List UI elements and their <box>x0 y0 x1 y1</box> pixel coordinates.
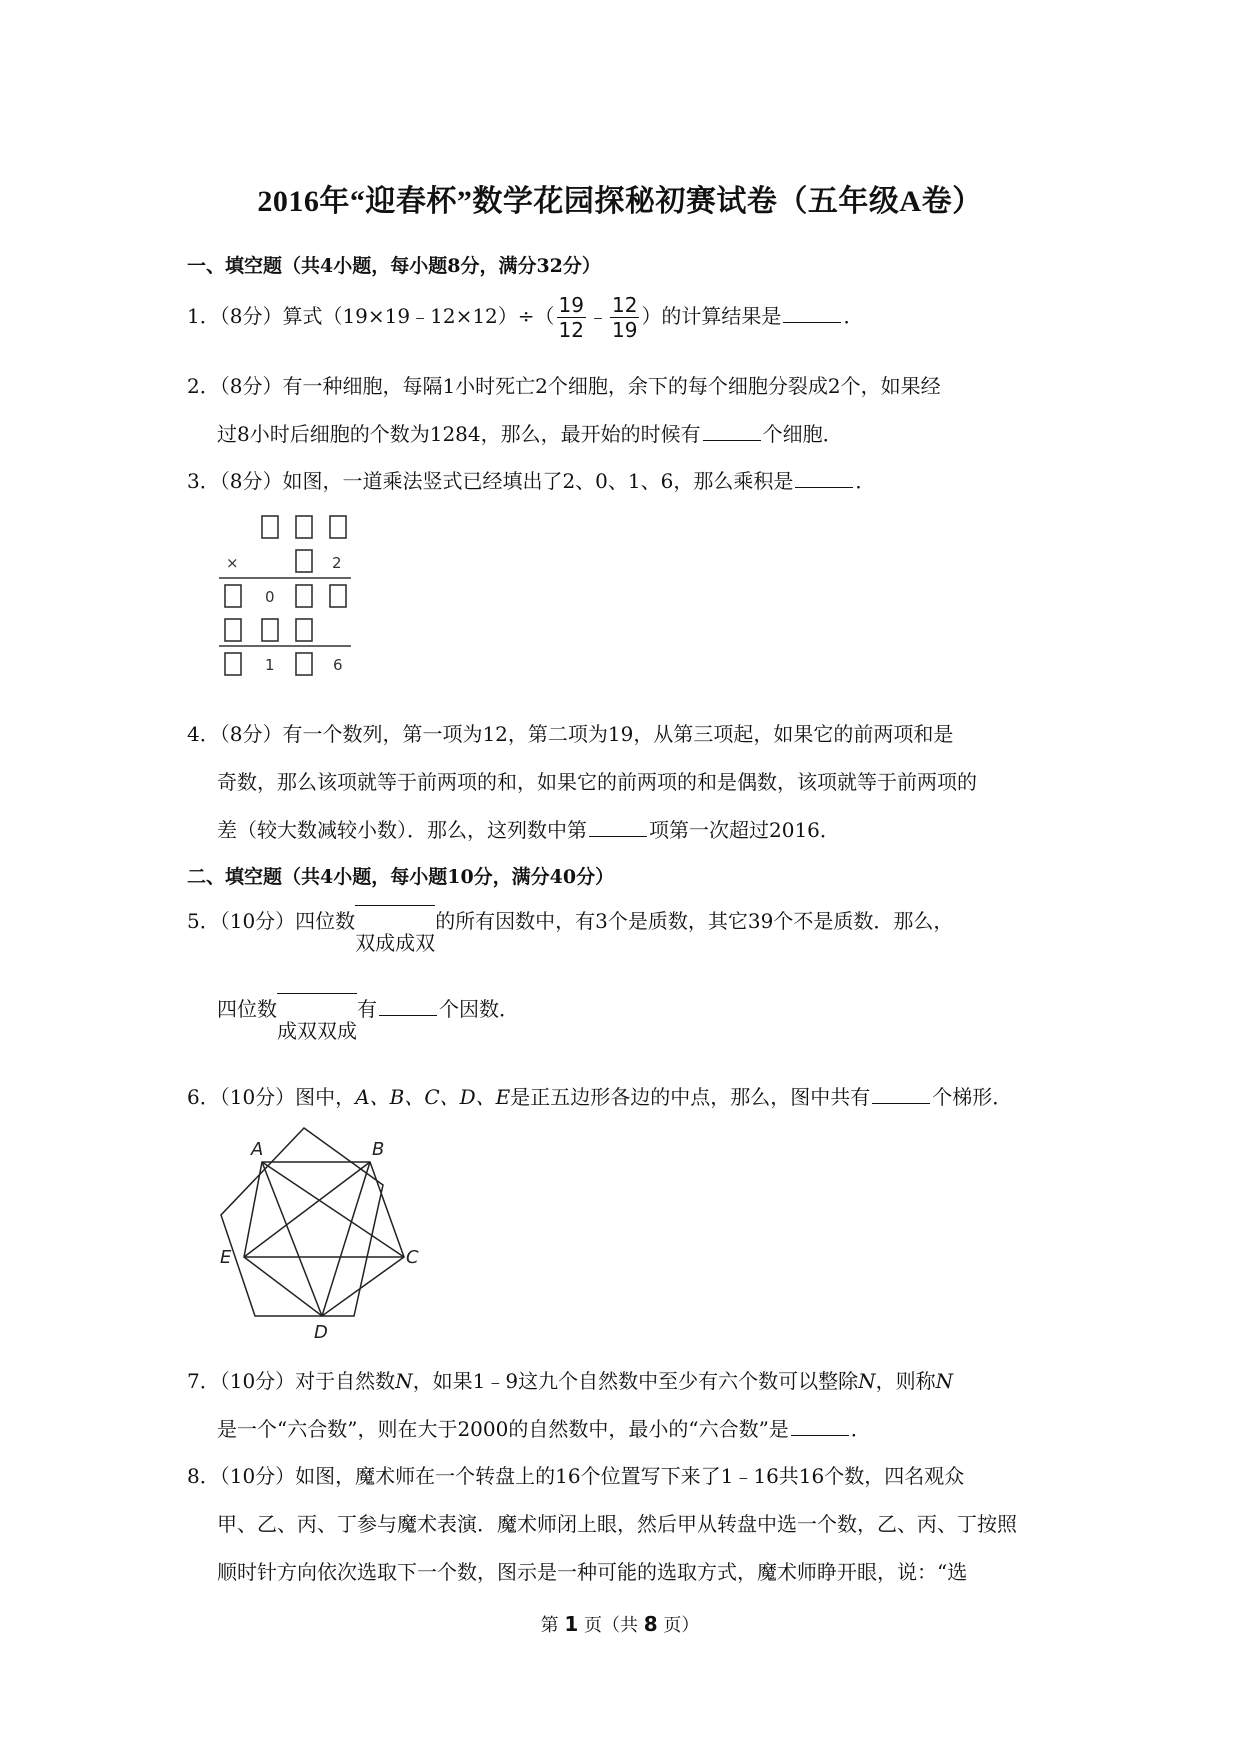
answer-blank <box>783 304 841 323</box>
label-b: B <box>372 1139 385 1160</box>
variable-n: N <box>935 1369 954 1393</box>
overlined-digits: 成双双成 <box>277 1019 357 1043</box>
question-7-line-2 <box>217 1413 871 1442</box>
variable-n: N <box>395 1369 413 1393</box>
footer-text: 第 <box>540 1615 565 1636</box>
overline <box>277 993 357 994</box>
answer-blank <box>872 1085 930 1104</box>
question-4 <box>187 718 953 747</box>
question-number: 8． <box>187 1464 220 1488</box>
question-5 <box>187 905 954 955</box>
overline <box>355 905 435 906</box>
digit-1: 1 <box>265 656 275 674</box>
question-text: ． <box>850 1417 871 1441</box>
answer-blank <box>791 1417 849 1436</box>
overlined-number <box>355 905 436 955</box>
minus-sign: ﹣ <box>587 304 608 328</box>
answer-blank <box>589 818 647 837</box>
question-number: 6． <box>187 1085 220 1109</box>
question-text: （8分）有一种细胞，每隔1小时死亡2个细胞，余下的每个细胞分裂成2个，如果经 <box>219 374 941 398</box>
question-text: （10分）如图，魔术师在一个转盘上的16个位置写下来了1﹣16共16个数，四名观众 <box>219 1464 965 1488</box>
digit-box <box>296 653 312 675</box>
question-number: 5． <box>187 909 220 933</box>
question-text: （8分）有一个数列，第一项为12，第二项为19，从第三项起，如果它的前两项和是 <box>219 722 954 746</box>
question-text: ，则称 <box>875 1369 936 1393</box>
page-footer <box>0 1611 1240 1637</box>
digit-box <box>225 653 241 675</box>
question-2 <box>187 370 941 399</box>
label-e: E <box>220 1247 232 1268</box>
digit-box <box>296 550 312 572</box>
fraction-19-12 <box>557 293 586 342</box>
page-number: 1 <box>564 1612 579 1636</box>
question-text: 个细胞． <box>762 422 843 446</box>
digit-box <box>296 619 312 641</box>
question-4-line-3 <box>217 814 840 843</box>
diagonal-a-c <box>262 1162 404 1257</box>
question-number: 2． <box>187 374 220 398</box>
question-2-line-2 <box>217 418 843 447</box>
question-text: 过8小时后细胞的个数为1284，那么，最开始的时候有 <box>217 422 701 446</box>
question-text: ． <box>843 304 864 328</box>
question-text: ，如果1﹣9这九个自然数中至少有六个数可以整除 <box>412 1369 859 1393</box>
label-d: D <box>314 1322 328 1343</box>
label-a: A <box>251 1139 264 1160</box>
diagonal-b-d <box>322 1162 370 1316</box>
question-text: ． <box>855 469 876 493</box>
label-c: C <box>406 1247 419 1268</box>
fraction-12-19 <box>610 293 639 342</box>
point-names: A、B、C、D、E <box>355 1085 511 1109</box>
question-text: 个因数． <box>439 997 519 1021</box>
fraction-numerator: 12 <box>611 293 638 317</box>
question-4-line-2: 奇数，那么该项就等于前两项的和，如果它的前两项的和是偶数，该项就等于前两项的 <box>217 770 977 794</box>
question-3 <box>187 465 875 494</box>
digit-box <box>225 619 241 641</box>
question-text: （8分）如图，一道乘法竖式已经填出了2、0、1、6，那么乘积是 <box>219 469 794 493</box>
question-8 <box>187 1460 964 1489</box>
question-6 <box>187 1081 1012 1110</box>
digit-box <box>330 516 346 538</box>
digit-box <box>296 516 312 538</box>
total-pages: 8 <box>643 1612 658 1636</box>
question-text: （8分）算式（19×19﹣12×12）÷（ <box>219 304 555 328</box>
pentagon-figure <box>215 1122 430 1347</box>
question-text: 的所有因数中，有3个是质数，其它39个不是质数．那么， <box>435 909 954 933</box>
question-5-line-2 <box>217 993 519 1043</box>
times-sign: × <box>226 554 239 572</box>
question-1 <box>187 293 863 342</box>
section-heading-2: 二、填空题（共4小题，每小题10分，满分40分） <box>187 866 615 888</box>
fraction-denominator: 12 <box>558 318 584 342</box>
digit-2: 2 <box>332 554 342 572</box>
fraction-denominator: 19 <box>611 318 638 342</box>
question-text: （10分）对于自然数 <box>219 1369 396 1393</box>
question-text: 是正五边形各边的中点，那么，图中共有 <box>510 1085 871 1109</box>
question-number: 4． <box>187 722 220 746</box>
overlined-number <box>277 993 357 1043</box>
digit-0: 0 <box>265 588 275 606</box>
variable-n: N <box>858 1369 876 1393</box>
digit-box <box>262 516 278 538</box>
question-number: 3． <box>187 469 220 493</box>
question-text: 项第一次超过2016． <box>649 818 840 842</box>
overlined-digits: 双成成双 <box>355 931 436 955</box>
footer-text: 页（共 <box>578 1615 644 1636</box>
question-number: 1． <box>187 304 220 328</box>
question-8-line-2: 甲、乙、丙、丁参与魔术表演．魔术师闭上眼，然后甲从转盘中选一个数，乙、丙、丁按照 <box>217 1512 1017 1536</box>
answer-blank <box>703 422 761 441</box>
section-heading-1: 一、填空题（共4小题，每小题8分，满分32分） <box>187 255 601 277</box>
question-8-line-3: 顺时针方向依次选取下一个数，图示是一种可能的选取方式，魔术师睁开眼，说：“选 <box>217 1560 968 1584</box>
digit-box <box>262 619 278 641</box>
question-number: 7． <box>187 1369 220 1393</box>
outer-pentagon <box>221 1128 383 1316</box>
question-text: 是一个“六合数”，则在大于2000的自然数中，最小的“六合数”是 <box>217 1417 789 1441</box>
digit-6: 6 <box>333 656 343 674</box>
diagonal-b-e <box>244 1162 370 1257</box>
question-text: （10分）四位数 <box>219 909 356 933</box>
question-text: 个梯形． <box>932 1085 1013 1109</box>
multiplication-figure <box>215 508 355 683</box>
question-text: 有 <box>357 997 377 1021</box>
page-title: 2016年“迎春杯”数学花园探秘初赛试卷（五年级A卷） <box>257 185 983 218</box>
answer-blank <box>379 997 437 1016</box>
question-7 <box>187 1365 953 1394</box>
question-text: （10分）图中， <box>219 1085 356 1109</box>
footer-text: 页） <box>657 1615 700 1636</box>
fraction-numerator: 19 <box>558 293 584 317</box>
question-text: 四位数 <box>217 997 277 1021</box>
answer-blank <box>795 469 853 488</box>
question-text: 差（较大数减较小数）．那么，这列数中第 <box>217 818 587 842</box>
digit-box <box>296 585 312 607</box>
digit-box <box>330 585 346 607</box>
question-text: ）的计算结果是 <box>641 304 782 328</box>
digit-box <box>225 585 241 607</box>
